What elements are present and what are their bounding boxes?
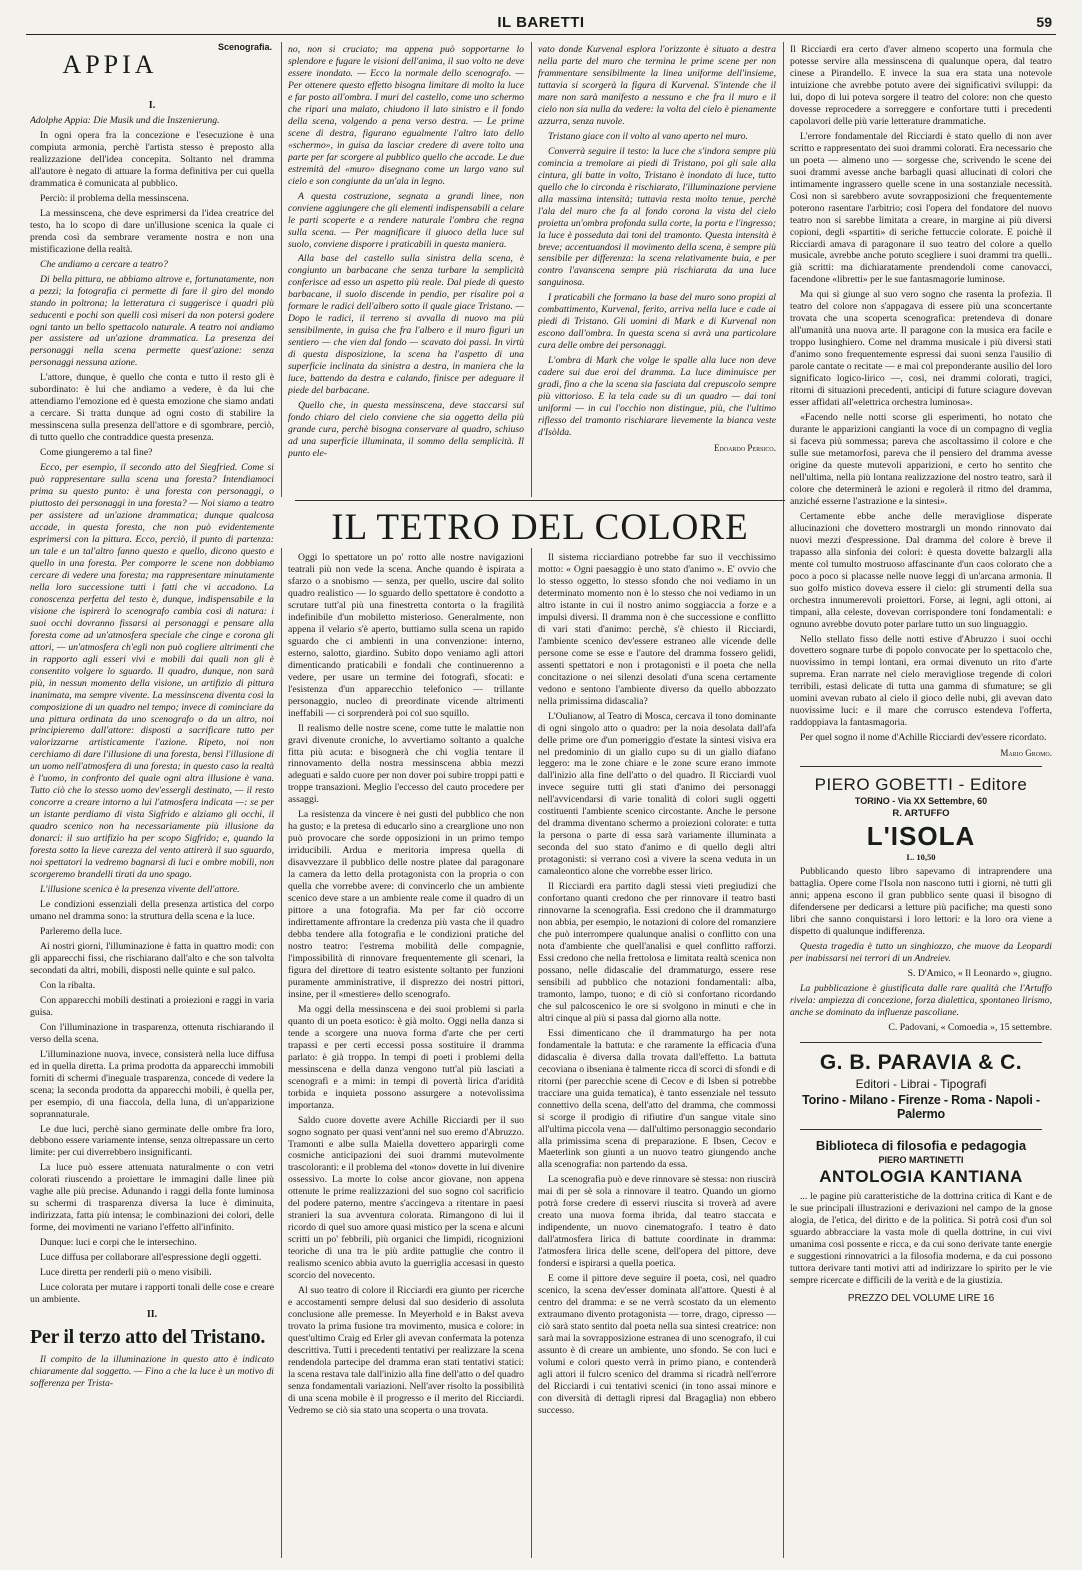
review-quote: La pubblicazione è giustificata dalle rare qualità che l'Artuffo rivela: ampiezza di concezione, forza dialettica, spontaneo lirismo, anche se dominato da influenze pascoliane. [790, 982, 1052, 1018]
column-divider [531, 42, 532, 497]
column-divider [531, 548, 532, 1558]
page-number: 59 [1036, 14, 1052, 30]
paragraph: Luce diretta per renderli più o meno visibili. [40, 1267, 212, 1279]
paragraph: Converrà seguire il testo: la luce che s'indora sempre più comincia a tremolare ai piedi di Tristano, poi gli sale alla cintura, gli batte in volto, Tristano è inondato di luce, tutto quello che lo circonda è rischiarato, l'illuminazione perviene alla massima intensità; tuttavia resta molto tenue, perchè l'ala del muro che fa al fondo corona la vista del cielo proietta un'ombra profonda sulla corte, la porta e l'ingresso; la luce è posseduta dai toni del tramonto. Questa intensità è breve; accentuandosi il movimento della scena, è sempre più sensibile per differenza: la scena relativamente buia, e per contro l'avanscena sempre più rischiarata da una luce sanguinosa. [538, 145, 776, 289]
review-source: C. Padovani, « Comoedia », 15 settembre. [888, 1021, 1052, 1033]
publisher-address: TORINO - Via XX Settembre, 60 [854, 796, 988, 807]
paragraph: La messinscena, che deve esprimersi da l'idea creatrice del testo, ha lo scopo di dare un'illusione scenica la quale ci prenda così da sembrare veramente nostra e non una mistificazione della realtà. [30, 207, 274, 255]
series-book: ANTOLOGIA KANTIANA [819, 1166, 1023, 1186]
paragraph: Saldo cuore dovette avere Achille Ricciardi per il suo sogno sognato per quasi vent'anni nel suo eremo d'Abruzzo. Tramonti e albe sulla Maiella dovettero apparirgli come cosmiche anticipazioni dei suoi drammi mutevolmente trascoloranti: e il problema del «tono» dovette in lui divenire ossessivo. La morte lo colse ancor giovane, non appena ottenute le prime realizzazioni del suo sogno col sacrificio del podere paterno, mentre s'accingeva a ritentare in paesi stranieri la sua avventura colorata. Rimangono di lui il ricordo di quel suo amore quasi mistico per la scena e alcuni scritti un po' febbrili, più organici che limpidi, ricognizioni teoriche di una tra le più ardite pattuglie che contro il realismo scenico abbia avuto la guerriglia accesasi in questo scorcio del novecento. [288, 1114, 524, 1282]
ad-blurb: Pubblicando questo libro sapevamo di intraprendere una battaglia. Opere come l'Isola non nascono tutti i giorni, nè tutti gli anni; appena escono il gran pubblico sente quasi il bisogno di difendersene per dedicarsi a letture più pacifiche; ma questi sono libri che sanno conquistarsi i loro lettori: e la loro ora viene a dispetto di qualunque indifferenza. [790, 866, 1052, 938]
review-source: S. D'Amico, « Il Leonardo », giugno. [907, 967, 1052, 979]
column-divider [281, 548, 282, 1558]
paragraph: Nello stellato fisso delle notti estive d'Abruzzo i suoi occhi dovettero sognare turbe di popolo convocate per lo spettacolo che, nuovissimo in tempi lontani, era ormai divenuto un rito d'arte suprema. Eran narrate nel cielo meravigliose tregende di colori terribili, estasi delicate di tutta una gamma di sfumature; se gli uomini avevan rubato al cielo il gioco delle nubi, gli avevan dato nuovissime luci: e il mare che corrusco estendeva l'offerta, raddoppiava la fantasmagoria. [790, 633, 1052, 729]
masthead [26, 10, 1056, 35]
section-number: I. [148, 100, 156, 111]
paragraph: Come giungeremo a tal fine? [40, 447, 153, 459]
appia-column-2 [288, 44, 524, 496]
paragraph: Parleremo della luce. [40, 925, 123, 937]
paragraph: Di bella pittura, ne abbiamo altrove e, fortunatamente, non a pezzi; la fotografia ci permette di fare il giro del mondo stando in poltrona; la letteratura ci suggerisce i quadri più seducenti e pochi son quelli così miseri da non potersi godere ogni tanto un bello spettacolo naturale. A teatro noi andiamo per assistere ad un'azione drammatica. La presenza dei personaggi nella scena permette quest'azione: senza personaggi nessuna azione. [30, 273, 274, 369]
paragraph: In ogni opera fra la concezione e l'esecuzione è una compiuta armonia, perchè l'artista stesso è preposto alla realizzazione dell'idea concepita. Soltanto nel dramma all'autore è negato di attuare la forma definitiva per cui quella drammatica è comunicata al pubblico. [30, 129, 274, 189]
paravia-name: G. B. PARAVIA & C. [819, 1050, 1023, 1074]
paragraph: vato donde Kurvenal esplora l'orizzonte è situato a destra nella parte del muro che termina le prime scene per non frammentare sensibilmente la linea uniforme dell'insieme, tuttavia si scorgerà la figura di Kurvenal. S'intende che il mare non sarà manifesto a nessuno e che fra il muro e il cielo non sia nulla da vedere: la volta del cielo è pienamente azzurra, senza nuvole. [538, 44, 776, 127]
paragraph: L'ombra di Mark che volge le spalle alla luce non deve cadere sui due eroi del dramma. La luce diminuisce per gradi, fino a che la scena sia fasciata dal crepuscolo sempre più vittorioso. E la tela cade su di un quadro — dai toni uniformi — in cui l'occhio non distingue, più, che l'ultimo riflesso del tramonto rischiarare lievemente la bianca veste d'Isòlda. [538, 355, 776, 439]
book-title: L'ISOLA [866, 821, 976, 852]
paragraph: Luce colorata per mutare i rapporti tonali delle cose e creare un ambiente. [30, 1282, 274, 1306]
paragraph: Il compito de la illuminazione in questo atto è indicato chiaramente dal soggetto. — Fino a che la luce è un motivo di sofferenza per Trista- [30, 1354, 274, 1389]
paravia-subtitle: Editori - Librai - Tipografi [855, 1076, 987, 1091]
paragraph: Con apparecchi mobili destinati a proiezioni e raggi in varia guisa. [30, 994, 274, 1018]
tetro-column-1 [288, 552, 524, 1560]
paragraph: Tristano giace con il volto al vano aperto nel muro. [548, 130, 748, 142]
appia-column-1 [30, 40, 274, 1560]
paragraph: Ma oggi della messinscena e dei suoi problemi si parla quanto di un poeta esotico: è già molto. Oggi nella danza si tende a scorgere una nuova forma d'arte che per certi trapassi e per certi eccessi possa sostituire il dramma parlato: è già troppo. In tempi di poeti i problemi della messinscena e della danza vengono tutt'al più lasciati a scenografi e a mimi: in tempi di povertà lirica d'aridità torbida e inquieta possono assurgere a notevolissima importanza. [288, 1003, 524, 1111]
paragraph: Oggi lo spettatore un po' rotto alle nostre navigazioni teatrali più non vede la scena. Anche quando è ispirata a sfarzo o a snobismo — senza, per quello, uscire dal solito quadro realistico — lo sguardo dello spettatore è condotto a scrutare tutt'al più una finestretta contorta o la fragilità indefinibile d'un mobiletto misterioso. Generalmente, non appena il velario s'è aperto, buttiamo sulla scena un rapido sguardo che ci ambienti in una convenzione: interno, esterno, salotto, giardino. Subito dopo veniamo agli attori dimenticando praticabili e fondali che continuerenno a vedere, per usare un termine dei fotografi, sfocati: e l'esistenza d'un apparecchio telefonico — trillante personaggio, nucleo di preordinate vicende altrimenti ineffabili — ci sorprenderà poi col suo squillo. [288, 552, 524, 719]
paravia-ad [790, 1051, 1052, 1187]
tetro-title: IL TETRO DEL COLORE [295, 500, 785, 544]
review-quote: Questa tragedia è tutto un singhiozzo, che muove da Leopardi per inabissarsi nei terrori di un Andreiev. [790, 941, 1052, 964]
paragraph: La luce può essere attenuata naturalmente o con vetri colorati riuscendo a proiettare le immagini dalle linee più vaghe alle più precise. Adunando i raggi della fonte luminosa su schermi di trasparenza diversa la luce è diminuita, indirizzata, fatta più intensa; le combinazioni dei colori, delle forme, dei movimenti ne variano l'effetto all'infinito. [30, 1162, 274, 1234]
paragraph: Con la ribalta. [40, 979, 96, 991]
author-signature: Mario Gromo. [1000, 748, 1052, 759]
column-divider [783, 42, 784, 1558]
ad-description: ... le pagine più caratteristiche de la dottrina critica di Kant e de le sue principali illustrazioni e derivazioni nel campo de la gnose alogia, de l'etica, del diritto e de la politica. Si potrà così d'un sol sguardo abbracciare la vasta mole di quella dottrine, in cui vivi umanima così possente e ricca, e da cui sono derivate tante energie e suggestioni rinnovatrici a la filosofia moderna, e da cui possono tuttora derivare tanti motivi atti ad indirizzare lo spirito per le vie sempre ricercate e difficili de la verità e de la giustizia. [790, 1190, 1052, 1286]
paragraph: Adolphe Appia: Die Musik und die Inszenierung. [30, 115, 220, 126]
paragraph: L'errore fondamentale del Ricciardi è stato quello di non aver scritto e rappresentato dei suoi drammi colorati. Era necessario che un poeta — almeno uno — sorgesse che, scrivendo le scene dei suoi drammi avesse anche barbagli quasi allucinati di colori che intimamente ingrassero quelle scene in una sostanziale necessità. Così non si sarebbero avute sovrapposizioni che frequentemente poterono rasentare l'arbitrio; così l'opera del fondatore del nuovo teatro non si sarebbe limitata a creare, in margine ai più diversi copioni, degli «spartiti» di seriche fettuccie colorate. E poichè il Ricciardi amava di paragonare il suo teatro del colore a quello musicale, avrebbe anche potuto scegliere i suoi drammi tra quelli.. già scritti: ma dichiaratamente prendendoli come canovacci, facendone «libretti» per le sue fantasmagorie luminose. [790, 130, 1052, 286]
column-divider [281, 42, 282, 497]
paragraph: Il Ricciardi era partito dagli stessi vieti pregiudizi che confortano quanti credono che per rinnovare il teatro basti rinnovarne la scenografia. Essi credono che il drammaturgo non abbia, per esempio, le notazioni di colore del romanziere che può interrompere qualunque analisi o conflitto con una nota d'ambiente che quell'analisi e quel conflitto rafforzi. Essi credono che nella frettolosa e limitata realtà scenica non possano, nelle didascalie del drammaturgo, essere rese sensibili ad pubblico che notazioni fondamentali: alba, tramonto, lampo, tuono; e di ciò si confortano ricordando che sul palcoscenico le ore si svolgono in minuti e che in altri cinque al più si passa dal giorno alla notte. [538, 881, 776, 1024]
paragraph: Essi dimenticano che il drammaturgo ha per nota fondamentale la battuta: e che raramente la efficacia d'una didascalia è diversa dalla trovata dall'effetto. La battuta cecoviana o ibseniana è talmente ricca di scorci di sfondi e di ritorni (per parecchie scene di Cecov e di Isben si potrebbe tracciare una guida tematica), è tanto essenziale nel tessuto connettivo della scena, dell'atto del dramma, che commossi si scorge il prodigio di rifiutire d'un sangue vitale sino all'ultima piccola vena — dall'ultimo personaggio secondario alla primissima scena di preparazione. E Ibsen, Cecov e Maeterlink son giunti a un nuovo teatro giungendo anche alla scenografia: non partendo da essa. [538, 1027, 776, 1171]
paragraph: Per quel sogno il nome d'Achille Ricciardi dev'essere ricordato. [800, 732, 1047, 744]
appia-title: APPIA [62, 50, 158, 79]
paragraph: Che andiamo a cercare a teatro? [40, 258, 168, 270]
appia-column-3 [538, 44, 776, 498]
tristano-heading: Per il terzo atto del Tristano. [30, 1326, 266, 1349]
paragraph: Ai nostri giorni, l'illuminazione è fatta in quattro modi: con gli apparecchi fissi, che rischiarano dall'alto e che son talvolta secondati da altri, mobili, disposti nelle quinte e sul palco. [30, 940, 274, 976]
appia-header [30, 40, 274, 98]
paragraph: Il sistema ricciardiano potrebbe far suo il vecchissimo motto: « Ogni paesaggio è uno stato d'animo ». E' ovvio che lo stesso oggetto, lo stesso sfondo che noi vediamo in un determinato momento non è lo stesso che noi vediamo in un altro istante in cui il nostro animo soggiaccia a forze e a impulsi diversi. Il dramma non è che successione e conflitto di vari stati d'animo: perchè, s'è chiesto il Ricciardi, l'ambiente scenico dev'essere estraneo alle vicende delle persone come se esse e l'autore del dramma fossero gelidi, assenti spettatori e non i protagonisti e il poeta che nella concitazione o nei silenzi desolati d'una scena certamente vedono e sentono l'ambiente diverso da quello abbozzato nella primissima didascalia? [538, 552, 776, 707]
right-column [790, 44, 1052, 1558]
paragraph: I praticabili che formano la base del muro sono propizi al combattimento, Kurvenal, ferito, arriva nella luce e cade ai piedi di Tristano. Gli uomini di Mark e di Kurvenal non escono dall'ombra. In questa scena si avrà una particolare cura delle ombre dei personaggi. [538, 292, 776, 352]
section-number: II. [146, 1309, 158, 1321]
book-price: L. 10,50 [906, 852, 936, 863]
ad-divider [800, 1129, 1042, 1130]
paragraph: L'illuminazione nuova, invece, consisterà nella luce diffusa ed in quella diretta. La prima prodotta da apparecchi immobili forniti di schermi d'ineguale trasparenza, concede di vedere la scena; la seconda prodotta da apparecchi mobili, è quella per, per esempio, di una fiaccola, della luna, di un'apparizione soprannaturale. [30, 1048, 274, 1120]
paragraph: «Facendo nelle notti scorse gli esperimenti, ho notato che durante le apparizioni cangianti la voce di un compagno di veglia si faceva più sommessa; pareva che ascoltassimo il colore e che sulle sue metamorfosi, pareva che il pensiero del dramma avesse origine da queste mutevoli apparizioni, e certo ho sentito che nell'ultima, nella più lontana realizzazione del nostro teatro, sarà il colore che determinerà le azioni e regolerà il ritmo del dramma, anziché esserne l'astrazione e la sintesi». [790, 412, 1052, 507]
book-author: R. ARTUFFO [892, 808, 950, 820]
paragraph: L'illusione scenica è la presenza vivente dell'attore. [40, 884, 240, 896]
paragraph: Perciò: il problema della messinscena. [40, 192, 189, 204]
paragraph: Alla base del castello sulla sinistra della scena, è congiunto un barbacane che senza turbare la semplicità conferisce ad esso un aspetto più reale. Dal piede di questo barbacane, il suolo discende in pendio, per risalire poi a formare le radici dell'albero sotto il quale giace Tristano. — Dopo le radici, il terreno si avvalla di nuovo ma più sensibilmente, in guisa che fra l'albero e il muro figuri un sentiero — che vien dal fondo — scavato doi passi. In virtù di questa disposizione, la scena ha l'aspetto di una superficie inclinata da sinistra a destra, in maniera che la luce, battendo da destra e calando, finisce per adeguare il piede del barbacane. [288, 253, 524, 397]
publisher-name: PIERO GOBETTI - Editore [814, 775, 1028, 795]
paragraph: L'attore, dunque, è quello che conta e tutto il resto gli è subordinato: è lui che andiamo a vedere, è da lui che attendiamo l'emozione ed è questa emozione che siamo andati a cercare. Si tratta dunque ad ogni costo di stabilire la messinscena sulla presenza dell'attore e di sgombrare, perciò, di tutto quello che contraddice questa presenza. [30, 372, 274, 444]
paragraph: Con l'illuminazione in trasparenza, ottenuta rischiarando il verso della scena. [30, 1021, 274, 1045]
paragraph: Ecco, per esempio, il secondo atto del Siegfried. Come si può rappresentare sulla scena una foresta? Intendiamoci prima su questo punto: è una foresta con personaggi, o piuttosto dei personaggi in una foresta? — Noi siamo a teatro per assistere ad un'azione drammatica; dunque qualcosa accade, in questa foresta, che non può evidentemente esprimersi con la pittura. Ecco, perciò, il punto di partenza: un tale e un tal'altro fanno questo e quello, dicono questo e quello in una foresta. Per comporre le scene non dobbiamo cercare di vedere una foresta; ma rappresentare minutamente nella loro successione tutti i fatti che vi accadono. La conoscenza perfetta del testo è, dunque, indispensabile e la visione che ispirerà lo scenografo cambia così di natura: i suoi occhi dovranno fissarsi ai personaggi e pensare alla foresta come ad un'atmosfera speciale che cinge e corona gli attori, — un'atmosfera ch'egli non può cogliere altrimenti che in rapporto agli esseri vivi e mobili dai quali non gli è consentito volgere lo sguardo. Il quadro, dunque, non sarà più, in nessun momento della visione, un artifizio di pittura inanimata, ma sempre vivente. La messinscena diventa così la composizione di un quadro nel tempo; invece di cominciare da una pittura ordinata da uno scenografo o da un altro, noi principieremo dall'attore: disposti a sacrificare tutto per valorizzarne artisticamente l'azione. Ripeto, noi non cerchiamo di dare l'illusione di una foresta, bensì l'illusione di un uomo nell'atmosfera di una foresta; in questo caso la realtà è l'uomo, in confronto del quale ogni altra illusione è vana. Tutto ciò che lo stesso uomo dev'essergli destinato, — il resto concorre a creare intorno a lui l'atmosfera indicata —: se per un istante perdiamo di vista Sigfrido e alziamo gli occhi, il quadro scenico non ha necessariamente più illusione da donarci: il suo artifizio ha per scopo Sigfrido; e, quando la foresta sotto la lieve carezza del vento attirerà il suo sguardo, noi spettatori la vedremo bagnarsi di luci e ombre mobili, non scorgeremo brandelli tirati da uno spago. [30, 462, 274, 881]
paragraph: Il realismo delle nostre scene, come tutte le malattie non gravi divenute croniche, lo avvertiamo soltanto a qualche fitta più acuta: e bisognerà che chi voglia tentare il rinnovamento della nostra messinscena abbia mezzi adeguati e saldo cuore per non dover poi subire troppi patti e troppe transazioni. Meglio l'eccesso del cauto procedere per assaggi. [288, 722, 524, 806]
ad-divider [800, 766, 1042, 767]
series-title: Biblioteca di filosofia e pedagogia [815, 1137, 1027, 1153]
paragraph: Certamente ebbe anche delle meravigliose disperate allucinazioni che dovettero mostrargli un mondo rinnovato dai nuovi mezzi d'espressione. Dal dramma del colore è breve il trapasso alla sinfonia dei colori: è questa dovette balzargli alla mente col tumulto mostruoso affascinante d'un caos colorato che a poco a poco si placasse nelle nuove leggi di un'arcana armonia. Il suo golfo mistico doveva essere il cielo: gli strumenti della sua orchestra innumerevoli proiettori. Forse, ai legni, agli ottoni, ai timpani, alla celeste, dovevan corrispondere toni fondamentali: e ognuno avrebbe dovuto poter parlare tutto un suo linguaggio. [790, 510, 1052, 630]
paragraph: La resistenza da vincere è nei gusti del pubblico che non ha gusto; e la pretesa di educarlo sino a crearglione uno non può provocare che sorde opposizioni in un primo tempo irriducibili. Ardua e meritoria impresa quella di disavvezzare il pubblico delle nostre platee dal paragonare la camera da letto della protagonista con la propria o con quella che vorrebbe avere: di convincerlo che un ambiente scenico deve stare a un ambiente reale come il quadro di un pittore a una fotografia. Ma per far ciò occorre indirettamente affrontare la credenza più vasta che il quadro debba tendere alla fotografia e le condizioni pratiche del nostro teatro: l'estrema mobilità delle compagnie, l'impossibilità di rinnovare frequentemente gli scenari, la figura del direttore di teatro esistente soltanto per funzioni puramente amministrative, il disprezzo dei nostri pittori, insine, per il «mestiere» dello scenografo. [288, 809, 524, 1000]
tetro-column-2 [538, 552, 776, 1560]
author-signature: Edoardo Persico. [713, 443, 776, 453]
gobetti-ad [790, 775, 1052, 862]
paravia-cities: Torino - Milano - Firenze - Roma - Napoli - Palermo [802, 1092, 1040, 1121]
paragraph: Ma qui si giunge al suo vero sogno che rasenta la profezia. Il teatro del colore non s'appagava di essere più una sconcertante trovata che una scoperta scenografica: pretendeva di donare all'umanità una nuova arte. Il paragone con la musica era facile e troppo lusinghiero. Come nel dramma musicale i più diversi stati d'animo sono frequentemente espressi dai suoni senza l'ausilio di parole cantate o recitate — e mai col preponderante ausilio del loro significato logico-lirico —, così, nei drammi colorati, tragici, ritorni di situazioni precedenti, anticipi di future sciagure dovevan esser affidati all'«elettrica orchestra luminosa». [790, 289, 1052, 409]
paragraph: Dunque: luci e corpi che le intersechino. [40, 1237, 197, 1249]
paragraph: no, non si cruciato; ma appena può sopportarne lo splendore e fugare le visioni dell'anima, il suo volto ne deve essere inondato. — Ecco la normale dello scenografo. — Per ottenere questo effetto bisogna limitare di molto la luce e far posto all'ombra. I muri del castello, come uno schermo che ripari una malato, chiudono il lato sinistro e il fondo della scena, volgendo a pena verso destra. — Le prime scene di destra, figurano egualmente l'altro lato dello «schermo», in guisa da lasciar credere di avere tolto una parte per far scorgere al pubblico quello che accade. Le due estremità del «muro» disegnano come un largo vano sul cielo e son congiunte da un'ala in legno. [288, 44, 524, 187]
paragraph: Al suo teatro di colore il Ricciardi era giunto per ricerche e accostamenti sempre delusi dal suo desiderio di assoluta conclusione alle premesse. In Meyerhold e in Bakst aveva trovato la prima fusione tra movimento, musica e colore: in quest'ultimo Craig ed Erler gli avevan confermata la potenza descrittiva. Tutti i precedenti tentativi per realizzare la scena rendendola partecipe del dramma eran stati tentativi statici: la scena restava tale dall'inizio alla fine dell'atto o del quadro senza fondamentali variazioni. Nell'aver risolto la possibilità di una scena mobile è il progresso e il merito del Ricciardi. Vedremo se ciò sia stato una scoperta o una trovata. [288, 1285, 524, 1416]
paragraph: Le condizioni essenziali della presenza artistica del corpo umano nel dramma sono: la struttura della scena e la luce. [30, 899, 274, 922]
paragraph: Quello che, in questa messinscena, deve staccarsi sul fondo chiaro del cielo conviene che sia oggetto della più grande cura, perchè bisogna conservare al quadro, schiuso ad una superficie illuminata, il sommo della semplicità. Il punto ele- [288, 400, 524, 459]
ad-divider [800, 1042, 1042, 1043]
paragraph: Le due luci, perchè siano germinate delle ombre fra loro, debbono essere variamente intense, senza oltrepassare un certo limite: per cui diverrebbero insignificanti. [30, 1123, 274, 1159]
price-line: PREZZO DEL VOLUME LIRE 16 [847, 1292, 995, 1304]
appia-subtitle: Scenografia. [217, 42, 272, 52]
paragraph: A questa costruzione, segnata a grandi linee, non conviene aggiungere che gli elementi indispensabili a celare le parti scoperte e a rendere naturale l'ombra che regna sulla scena. — Per magnificare il giuoco della luce sul suolo, conviene disporre i praticabili in questa maniera. [288, 190, 524, 250]
paragraph: Luce diffusa per collaborare all'espressione degli oggetti. [40, 1252, 262, 1264]
newspaper-title: IL BARETTI [497, 14, 585, 31]
paragraph: L'Oulianow, al Teatro di Mosca, cercava il tono dominante di ogni singolo atto o quadro: per la noia desolata dall'afa delle prime ore d'un pomeriggio d'estate la sintesi visiva era nel predominio di un giallo cupo su di un giallo diafano leggero: ma le zone chiare e le zone scure erano immote dall'inizio alla fine dell'atto o del quadro. Il Ricciardi vuol invece seguire tutti gli stati d'animo dei personaggi nell'avvicendarsi di varie tonalità di colori sugli oggetti costituenti l'ambiente scenico circostante. Anche le persone del dramma diventano schermo a proiezioni colorate: e tutta la persona o parte di essa sarà variamente illuminata a seconda del suo stato d'animo e di quello degli altri protagonisti: si verrano così a vivere la scena veduta in un camaleontico alone che vorrebbe esser lirico. [538, 710, 776, 878]
paragraph: E come il pittore deve seguire il poeta, così, nel quadro scenico, la scena dev'esser dominata all'attore. Questi è al centro del dramma: e se ne verrà scostato da un elemento extraumano divento protagonista — torre, drago, cipresso — ciò sarà stato sentito dal poeta nella sua sintesi creatrice: non sarà mai la sovrapposizione estranea di uno scenografo, il cui assunto è di creare un ambiente, uno sfondo. Se con luci e volumi e colori questo verrà in primo piano, e contenderà agli attori il fulcro scenico del dramma si ricadrà nell'errore del Ricciardi i cui tentativi scenici (in tono assai minore e con diversità di dettagli ripresi dal Bragaglia) non ebbero successo. [538, 1273, 776, 1416]
paragraph: La scenografia può e deve rinnovare sè stessa: non riuscirà mai di per sè sola a rinnovare il teatro. Quando un giorno potrà forse credere di esservi riuscita si troverà ad avere creato una nuova forma ibrida, dal teatro staccata e indipendente, un nuovo cinematografo. I teatro è dato dall'atmosfera lirica di battute coordinate in dramma: l'atmosfera lirica delle scene, dell'opera del pittore, deve fondersi e ispirarsi a quella poetica. [538, 1174, 776, 1270]
series-author: PIERO MARTINETTI [878, 1154, 964, 1165]
paragraph: Il Ricciardi era certo d'aver almeno scoperto una formula che potesse servire alla messinscena di qualunque opera, dal teatro cinese a Pirandello. E invece la sua era stata una notevole intuizione che avrebbe potuto avere dei significativi sviluppi: da lui, dopo di lui poteva sorgere il teatro del colore: non che questo dovesse reprocedere a sorreggere e confortare tutti i precedenti capolavori delle più varie letterature drammatiche. [790, 44, 1052, 127]
